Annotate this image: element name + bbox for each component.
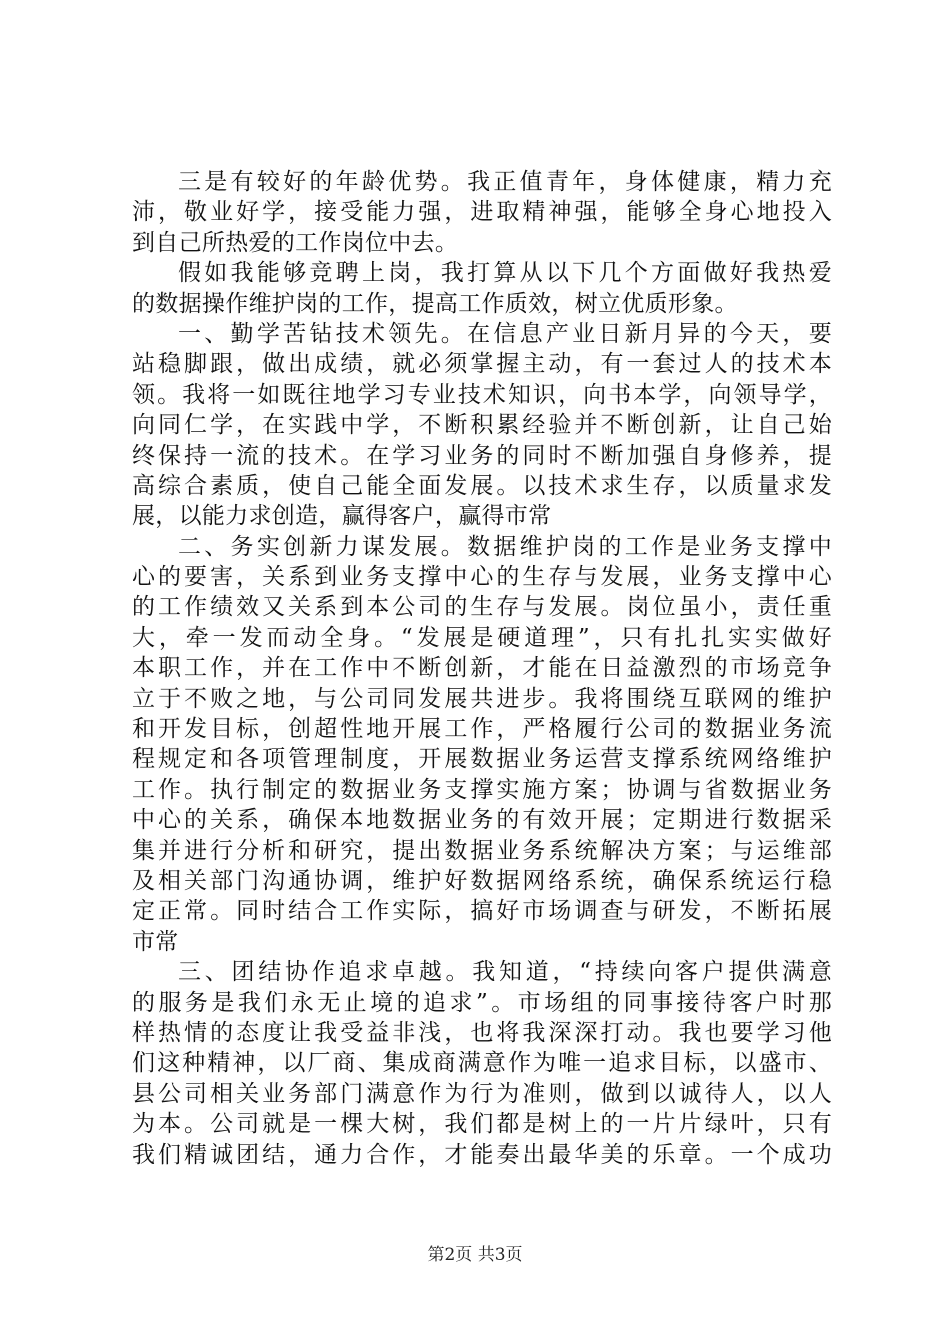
text-line: 县公司相关业务部门满意作为行为准则，做到以诚待人，以人 [132, 1080, 832, 1107]
text-line: 沛，敬业好学，接受能力强，进取精神强，能够全身心地投入 [132, 199, 832, 226]
text-line: 和开发目标，创超性地开展工作，严格履行公司的数据业务流 [132, 716, 832, 743]
text-line: 的数据操作维护岗的工作，提高工作质效，树立优质形象。 [132, 290, 738, 317]
text-line: 为本。公司就是一棵大树，我们都是树上的一片片绿叶，只有 [132, 1111, 832, 1138]
text-line: 领。我将一如既往地学习专业技术知识，向书本学，向领导学， [132, 381, 832, 408]
text-line: 二、务实创新力谋发展。数据维护岗的工作是业务支撑中 [178, 533, 832, 560]
text-line: 程规定和各项管理制度，开展数据业务运营支撑系统网络维护 [132, 746, 832, 773]
text-line: 样热情的态度让我受益非浅，也将我深深打动。我也要学习他 [132, 1019, 832, 1046]
text-line: 我们精诚团结，通力合作，才能奏出最华美的乐章。一个成功 [132, 1141, 832, 1168]
text-line: 三是有较好的年龄优势。我正值青年，身体健康，精力充 [178, 169, 832, 195]
text-line: 们这种精神，以厂商、集成商满意作为唯一追求目标，以盛市、 [132, 1050, 832, 1077]
text-line: 站稳脚跟，做出成绩，就必须掌握主动，有一套过人的技术本 [132, 351, 832, 378]
page-footer: 第2页 共3页 [427, 1245, 523, 1265]
text-line: 中心的关系，确保本地数据业务的有效开展；定期进行数据采 [132, 807, 832, 834]
text-line: 终保持一流的技术。在学习业务的同时不断加强自身修养，提 [132, 442, 832, 469]
text-line: 的服务是我们永无止境的追求”。市场组的同事接待客户时那 [132, 989, 832, 1016]
text-line: 及相关部门沟通协调，维护好数据网络系统，确保系统运行稳 [132, 867, 832, 894]
document-body [132, 167, 832, 1170]
text-line: 到自己所热爱的工作岗位中去。 [132, 229, 459, 256]
text-line: 大，牵一发而动全身。“发展是硬道理”，只有扎扎实实做好 [132, 624, 832, 651]
text-line: 集并进行分析和研究，提出数据业务系统解决方案；与运维部 [132, 837, 832, 864]
text-line: 三、团结协作追求卓越。我知道，“持续向客户提供满意 [178, 959, 832, 986]
text-line: 立于不败之地，与公司同发展共进步。我将围绕互联网的维护 [132, 685, 832, 712]
text-line: 工作。执行制定的数据业务支撑实施方案；协调与省数据业务 [132, 776, 832, 803]
text-line: 市常 [132, 928, 179, 955]
text-line: 展，以能力求创造，赢得客户，赢得市常 [132, 503, 552, 530]
text-line: 一、勤学苦钻技术领先。在信息产业日新月异的今天，要 [178, 320, 832, 347]
text-line: 本职工作，并在工作中不断创新，才能在日益激烈的市场竞争 [132, 655, 832, 682]
text-line: 的工作绩效又关系到本公司的生存与发展。岗位虽小，责任重 [132, 594, 832, 621]
text-line: 向同仁学，在实践中学，不断积累经验并不断创新，让自己始 [132, 412, 832, 439]
text-line: 高综合素质，使自己能全面发展。以技术求生存，以质量求发 [132, 472, 832, 499]
text-line: 假如我能够竞聘上岗，我打算从以下几个方面做好我热爱 [178, 260, 832, 287]
text-line: 心的要害，关系到业务支撑中心的生存与发展，业务支撑中心 [132, 564, 832, 591]
text-line: 定正常。同时结合工作实际，搞好市场调查与研发，不断拓展 [132, 898, 832, 925]
